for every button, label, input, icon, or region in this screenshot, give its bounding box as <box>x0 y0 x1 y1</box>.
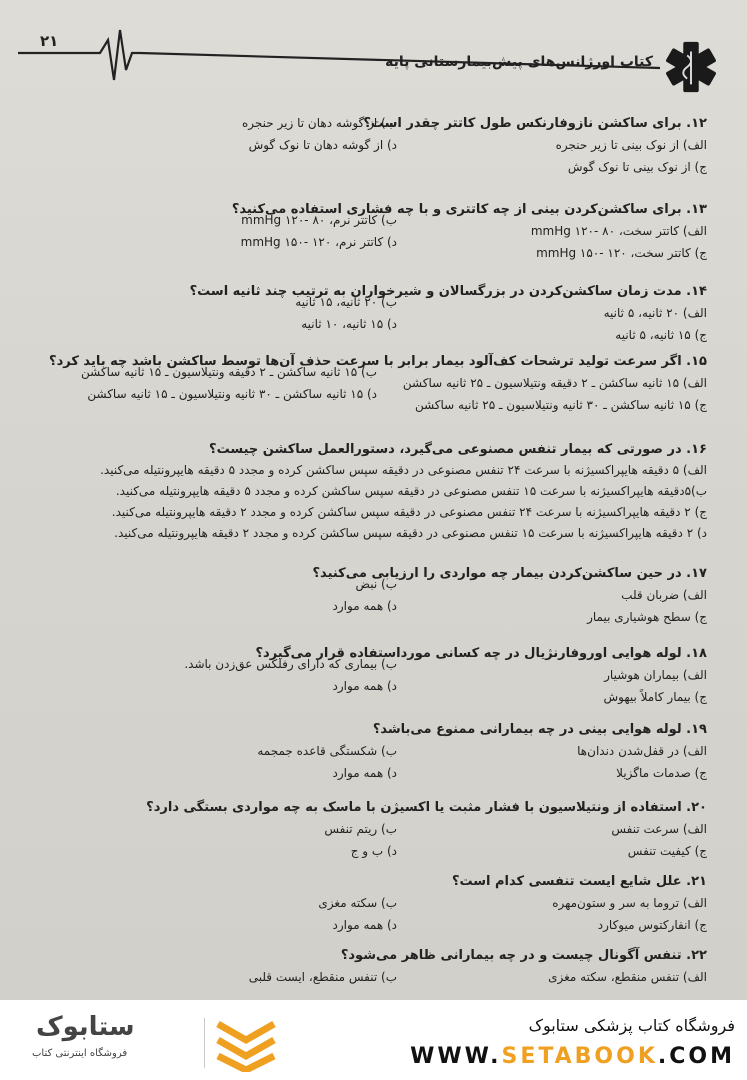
question-stem: ۱۳. برای ساکشن‌کردن بینی از چه کاتتری و با چه فشاری استفاده می‌کنید؟ <box>231 202 707 217</box>
website-url[interactable] <box>410 1044 735 1069</box>
question-21 <box>60 872 707 936</box>
option-d: د) ۲ دقیقه هایپراکسیژنه با سرعت ۱۵ تنفس مصنوعی در دقیقه سپس ساکشن کرده و مجدد ۲ دقیقه هایپرونتیله می‌کنید. <box>114 526 707 540</box>
option-c: ج) ۱۵ ثانیه، ۵ ثانیه <box>615 328 707 342</box>
option-c: ج) کاتتر سخت، mmHg ۱۵۰- ۱۲۰ <box>536 246 707 260</box>
question-stem: ۱۶. در صورتی که بیمار تنفس مصنوعی می‌گیرد، دستورالعمل ساکشن چیست؟ <box>209 442 707 457</box>
star-of-life-icon <box>662 38 720 96</box>
option-a: الف) سرعت تنفس <box>611 822 707 836</box>
option-a: الف) در قفل‌شدن دندان‌ها <box>577 744 707 758</box>
option-a: الف) ۱۵ ثانیه ساکشن ـ ۲ دقیقه ونتیلاسیون ـ ۲۵ ثانیه ساکشن <box>402 376 707 390</box>
option-a: الف) کاتتر سخت، mmHg ۱۲۰- ۸۰ <box>530 224 707 238</box>
option-a: الف) بیماران هوشیار <box>604 668 707 682</box>
option-d: د) از گوشه دهان تا نوک گوش <box>248 138 397 152</box>
option-c: ج) صدمات ماگزیلا <box>616 766 707 780</box>
option-b: ب) ۲۰ ثانیه، ۱۵ ثانیه <box>295 295 397 309</box>
question-13 <box>60 200 707 264</box>
option-a: الف) تنفس منقطع، سکته مغزی <box>548 970 707 984</box>
question-stem: ۲۲. تنفس آگونال چیست و در چه بیمارانی ظاهر می‌شود؟ <box>340 948 707 963</box>
option-c: ج) از نوک بینی تا نوک گوش <box>567 160 707 174</box>
option-c: ج) ۱۵ ثانیه ساکشن ـ ۳۰ ثانیه ونتیلاسیون ـ ۲۵ ثانیه ساکشن <box>414 398 707 412</box>
question-stem: ۱۹. لوله هوایی بینی در چه بیمارانی ممنوع می‌باشد؟ <box>372 722 707 737</box>
url-prefix: WWW. <box>410 1044 502 1069</box>
option-c: ج) ۲ دقیقه هایپراکسیژنه با سرعت ۲۴ تنفس مصنوعی در دقیقه سپس ساکشن کرده و مجدد ۲ دقیقه هایپرونتیله می‌کنید. <box>111 505 707 519</box>
option-b: ب)۵دقیقه هایپراکسیژنه با سرعت ۱۵ تنفس مصنوعی در دقیقه سپس ساکشن کرده و مجدد ۵ دقیقه هایپرونتیله می‌کنید. <box>115 484 707 498</box>
question-15 <box>49 352 707 416</box>
book-title: کتاب اورژانس‌های پیش‌بیمارستانی پایه <box>385 54 653 70</box>
question-17 <box>60 564 707 628</box>
option-a: الف) ۲۰ ثانیه، ۵ ثانیه <box>603 306 707 320</box>
question-22 <box>60 946 707 988</box>
question-stem: ۱۲. برای ساکشن نازوفارنکس طول کاتتر چقدر است؟ <box>363 116 707 131</box>
question-stem: ۱۸. لوله هوایی اوروفارنژیال در چه کسانی مورداستفاده قرار می‌گیرد؟ <box>255 646 707 661</box>
brand-logo-text: ستابوک <box>36 1012 135 1042</box>
option-d: د) ب و ج <box>350 844 397 858</box>
store-name: فروشگاه کتاب پزشکی ستابوک <box>528 1016 735 1035</box>
option-c: ج) سطح هوشیاری بیمار <box>587 610 707 624</box>
option-d: د) همه موارد <box>332 599 397 613</box>
option-a: الف) تروما به سر و ستون‌مهره <box>552 896 707 910</box>
option-a: الف) ۵ دقیقه هایپراکسیژنه با سرعت ۲۴ تنفس مصنوعی در دقیقه سپس ساکشن کرده و مجدد ۵ دقیقه هایپرونتیله می‌کنید. <box>100 463 707 477</box>
question-stem: ۲۰. استفاده از ونتیلاسیون با فشار مثبت یا اکسیژن با ماسک به چه مواردی بستگی دارد؟ <box>146 800 707 815</box>
option-d: د) همه موارد <box>332 918 397 932</box>
question-stem: ۱۵. اگر سرعت تولید ترشحات کف‌آلود بیمار برابر با سرعت حذف آن‌ها توسط ساکشن باشد چه باید کرد؟ <box>49 354 707 369</box>
option-d: د) ۱۵ ثانیه ساکشن ـ ۳۰ ثانیه ونتیلاسیون ـ ۱۵ ثانیه ساکشن <box>87 387 377 401</box>
option-d: د) ۱۵ ثانیه، ۱۰ ثانیه <box>301 317 397 331</box>
question-18 <box>60 644 707 708</box>
option-b: ب) تنفس منقطع، ایست قلبی <box>248 970 397 984</box>
option-c: ج) کیفیت تنفس <box>627 844 707 858</box>
option-b: ب) از گوشه دهان تا زیر حنجره <box>242 116 397 130</box>
option-b: ب) نبض <box>355 577 397 591</box>
url-brand: SETABOOK <box>501 1044 658 1069</box>
option-d: د) همه موارد <box>332 766 397 780</box>
question-20 <box>60 798 707 862</box>
option-b: ب) بیماری که دارای رفلکس عق‌زدن باشد. <box>184 657 397 671</box>
option-b: ب) ۱۵ ثانیه ساکشن ـ ۲ دقیقه ونتیلاسیون ـ ۱۵ ثانیه ساکشن <box>81 365 377 379</box>
question-stem: ۱۷. در حین ساکشن‌کردن بیمار چه مواردی را ارزیابی می‌کنید؟ <box>312 566 707 581</box>
question-stem: ۲۱. علل شایع ایست تنفسی کدام است؟ <box>451 874 707 889</box>
url-suffix: .COM <box>657 1044 735 1069</box>
question-19 <box>60 720 707 784</box>
option-b: ب) سکته مغزی <box>318 896 397 910</box>
option-c: ج) بیمار کاملاً بیهوش <box>603 690 707 704</box>
option-c: ج) انفارکتوس میوکارد <box>597 918 707 932</box>
option-d: د) همه موارد <box>332 679 397 693</box>
question-stem: ۱۴. مدت زمان ساکشن‌کردن در بزرگسالان و شیرخواران به ترتیب چند ثانیه است؟ <box>189 284 707 299</box>
option-a: الف) از نوک بینی تا زیر حنجره <box>555 138 707 152</box>
option-a: الف) ضربان قلب <box>621 588 707 602</box>
page-number: ۲۱ <box>40 32 59 50</box>
divider <box>204 1018 205 1068</box>
logo-chevrons-icon <box>214 1016 278 1072</box>
question-16 <box>60 440 707 544</box>
option-d: د) کاتتر نرم، mmHg ۱۵۰- ۱۲۰ <box>240 235 397 249</box>
question-14 <box>60 282 707 346</box>
option-b: ب) ریتم تنفس <box>324 822 397 836</box>
option-b: ب) کاتتر نرم، mmHg ۱۲۰- ۸۰ <box>241 213 397 227</box>
store-footer-banner <box>0 1000 747 1080</box>
option-b: ب) شکستگی قاعده جمجمه <box>257 744 397 758</box>
brand-subtitle: فروشگاه اینترنتی کتاب <box>32 1048 128 1059</box>
question-12 <box>60 114 707 178</box>
